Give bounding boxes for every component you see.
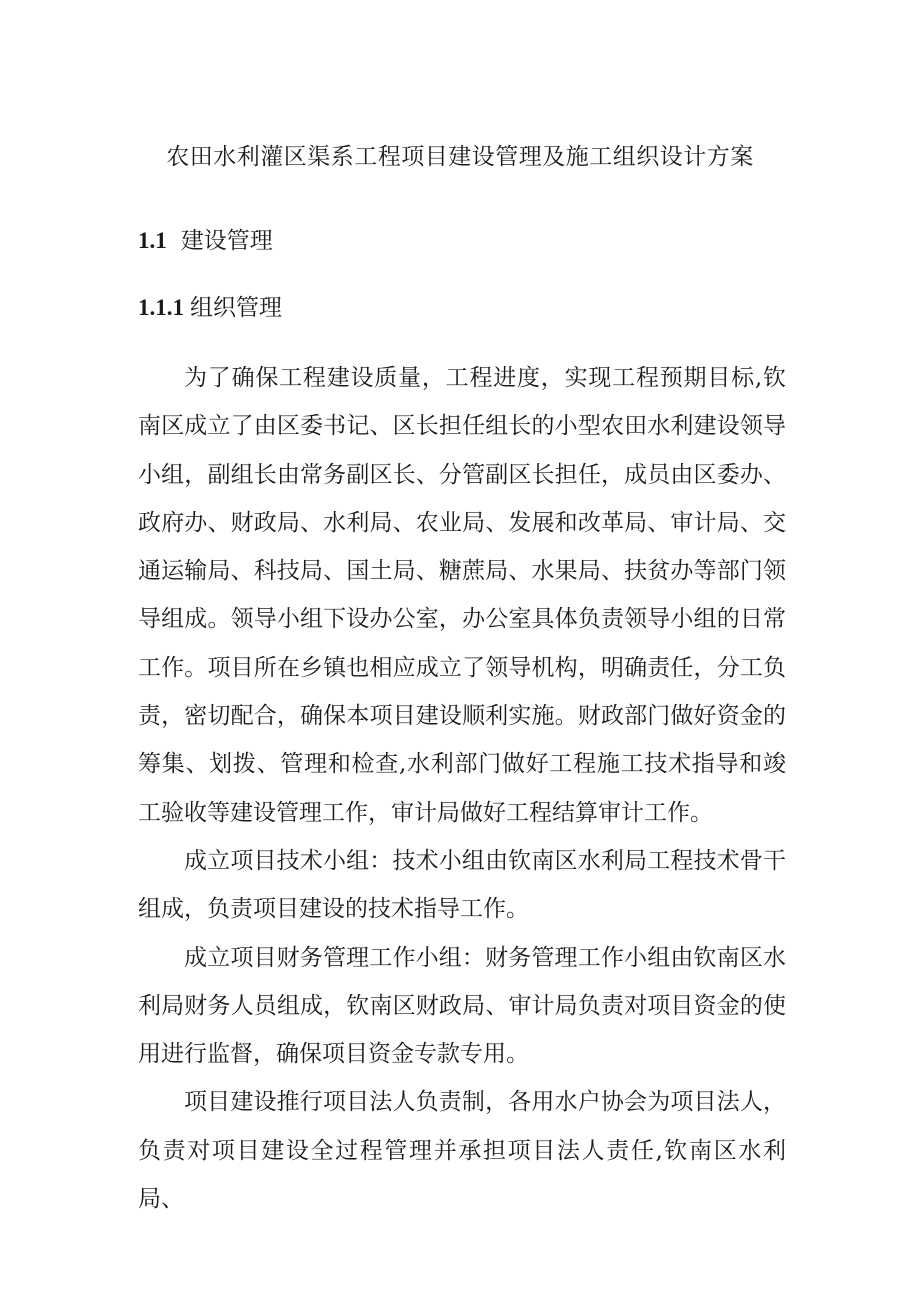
section-heading	[138, 222, 273, 255]
subsection-number: 1.1.1	[138, 295, 184, 320]
subsection-title: 组织管理	[190, 295, 282, 321]
paragraph-4: 项目建设推行项目法人负责制，各用水户协会为项目法人，负责对项目建设全过程管理并承担项目法人责任,钦南区水利局、	[138, 1089, 786, 1213]
paragraph-1: 为了确保工程建设质量，工程进度，实现工程预期目标,钦南区成立了由区委书记、区长担任组长的小型农田水利建设领导小组，副组长由常务副区长、分管副区长担任，成员由区委办、政府办、财政局、水利局、农业局、发展和改革局、审计局、交通运输局、科技局、国土局、糖蔗局、水果局、扶贫办等部门领导组成。领导小组下设办公室，办公室具体负责领导小组的日常工作。项目所在乡镇也相应成立了领导机构，明确责任，分工负责，密切配合，确保本项目建设顺利实施。财政部门做好资金的筹集、划拨、管理和检查,水利部门做好工程施工技术指导和竣工验收等建设管理工作，审计局做好工程结算审计工作。	[138, 365, 786, 826]
document-title: 农田水利灌区渠系工程项目建设管理及施工组织设计方案	[166, 144, 754, 170]
subsection-heading	[138, 289, 282, 322]
section-number: 1.1	[138, 228, 167, 253]
paragraph-2: 成立项目技术小组：技术小组由钦南区水利局工程技术骨干组成，负责项目建设的技术指导工作。	[138, 847, 786, 923]
paragraph-3: 成立项目财务管理工作小组：财务管理工作小组由钦南区水利局财务人员组成，钦南区财政局、审计局负责对项目资金的使用进行监督，确保项目资金专款专用。	[138, 944, 786, 1068]
body-text	[138, 354, 786, 1223]
section-title: 建设管理	[180, 228, 273, 254]
